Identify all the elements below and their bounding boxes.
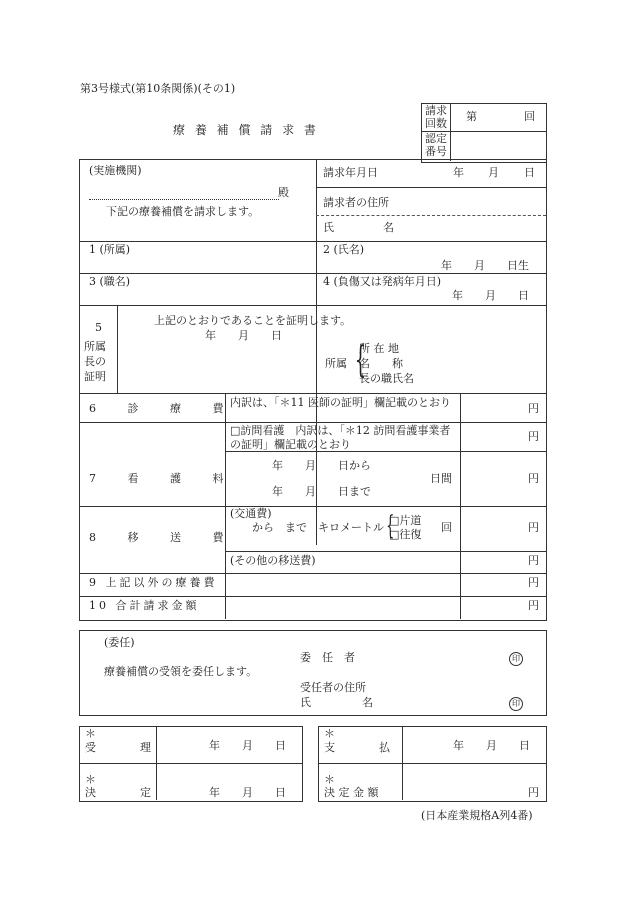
cost-8-label: 8 移 送 費 xyxy=(89,531,238,544)
juri-date: 年 月 日 xyxy=(209,739,286,752)
cert-brace: { xyxy=(354,340,367,381)
cost-7-to: 年 月 日まで xyxy=(272,485,371,498)
cost-8-oneway[interactable]: □片道 xyxy=(389,514,422,527)
claimant-name-2: 名 xyxy=(383,221,394,234)
cert-line3: 長の職氏名 xyxy=(359,372,414,385)
juri-asterisk: ＊ xyxy=(85,727,96,740)
cert-number-label: 認定 番号 xyxy=(425,132,447,158)
cost-9-label: 9 上記以外の療養費 xyxy=(89,576,218,589)
kettei-asterisk: ＊ xyxy=(85,773,96,786)
field-3-label: 3 (職名) xyxy=(89,275,131,288)
claim-date-year: 年 xyxy=(453,166,464,179)
cost-6-label: 6 診 療 費 xyxy=(89,402,238,415)
cert-label: 所属長の証明 xyxy=(84,340,106,383)
cost-8-round[interactable]: □往復 xyxy=(389,528,422,541)
cert-line2: 名 称 xyxy=(359,357,403,370)
agency-label: (実施機関) xyxy=(89,164,142,177)
cost-9-yen: 円 xyxy=(528,576,539,589)
claim-date-month: 月 xyxy=(488,166,499,179)
field-1-label: 1 (所属) xyxy=(89,243,131,256)
cert-num: 5 xyxy=(95,321,102,334)
cost-10-label: 10 合計請求金額 xyxy=(89,599,200,612)
claim-count-dai: 第 xyxy=(466,110,477,123)
cost-6-desc: 内訳は、「＊11 医師の証明」欄記載のとおり xyxy=(230,396,451,409)
cert-line1: 所 在 地 xyxy=(359,342,399,355)
cert-shozoku: 所属 xyxy=(325,357,347,370)
cost-8-other: (その他の移送費) xyxy=(230,554,316,567)
cost-7-label: 7 看 護 料 xyxy=(89,472,238,485)
delegation-title: (委任) xyxy=(104,636,135,649)
shiharai-label: 支 払 xyxy=(324,741,390,754)
kettei-amount-asterisk: ＊ xyxy=(324,773,335,786)
kettei-amount-label: 決 定 金 額 xyxy=(324,786,379,799)
delegatee-address: 受任者の住所 xyxy=(300,681,366,694)
field-4-date: 年 月 日 xyxy=(452,289,529,302)
cert-date: 年 月 日 xyxy=(205,329,282,342)
footer-standard: (日本産業規格A列4番) xyxy=(421,809,533,822)
claimant-name-1: 氏 xyxy=(323,221,334,234)
delegatee-name-1: 氏 xyxy=(300,696,311,709)
cost-6-yen: 円 xyxy=(528,402,539,415)
page-title: 療 養 補 償 請 求 書 xyxy=(173,123,319,137)
request-text: 下記の療養補償を請求します。 xyxy=(106,205,260,218)
kettei-date: 年 月 日 xyxy=(209,786,286,799)
cost-7-from: 年 月 日から xyxy=(272,459,371,472)
cost-8-yen-2: 円 xyxy=(528,554,539,567)
claimant-address-label: 請求者の住所 xyxy=(323,196,389,209)
delegation-text: 療養補償の受領を委任します。 xyxy=(104,665,258,678)
claim-date-label: 請求年月日 xyxy=(323,166,378,179)
dono: 殿 xyxy=(278,186,289,199)
cost-8-kai: 回 xyxy=(441,521,452,534)
field-2-date: 年 月 日生 xyxy=(441,259,529,272)
cost-8-route: から まで キロメートル xyxy=(252,521,384,534)
kettei-amount-yen: 円 xyxy=(528,786,539,799)
delegator-seal-icon: 印 xyxy=(509,652,523,666)
claim-count-kai: 回 xyxy=(524,110,535,123)
delegator-label: 委 任 者 xyxy=(300,651,355,664)
claim-date-day: 日 xyxy=(524,166,535,179)
shiharai-asterisk: ＊ xyxy=(324,727,335,740)
cost-7-yen-1: 円 xyxy=(528,430,539,443)
shiharai-date: 年 月 日 xyxy=(453,739,530,752)
cost-8-yen-1: 円 xyxy=(528,521,539,534)
claim-count-label: 請求 回数 xyxy=(425,104,447,130)
cost-7-yen-2: 円 xyxy=(528,472,539,485)
cost-8-transport: (交通費) xyxy=(230,507,272,520)
field-4-label: 4 (負傷又は発病年月日) xyxy=(323,275,442,288)
cert-text: 上記のとおりであることを証明します。 xyxy=(154,314,352,327)
form-number: 第3号様式(第10条関係)(その1) xyxy=(80,82,236,95)
kettei-label: 決 定 xyxy=(85,786,151,799)
cost-10-yen: 円 xyxy=(528,599,539,612)
juri-label: 受 理 xyxy=(85,741,151,754)
cost-7-desc: □訪問看護 内訳は、「＊12 訪問看護事業者の証明」欄記載のとおり xyxy=(230,424,451,451)
cost-7-days: 日間 xyxy=(430,472,452,485)
delegatee-seal-icon: 印 xyxy=(509,697,523,711)
delegatee-name-2: 名 xyxy=(362,696,373,709)
field-2-label: 2 (氏名) xyxy=(323,243,365,256)
cost-8-brace: { xyxy=(386,511,395,541)
